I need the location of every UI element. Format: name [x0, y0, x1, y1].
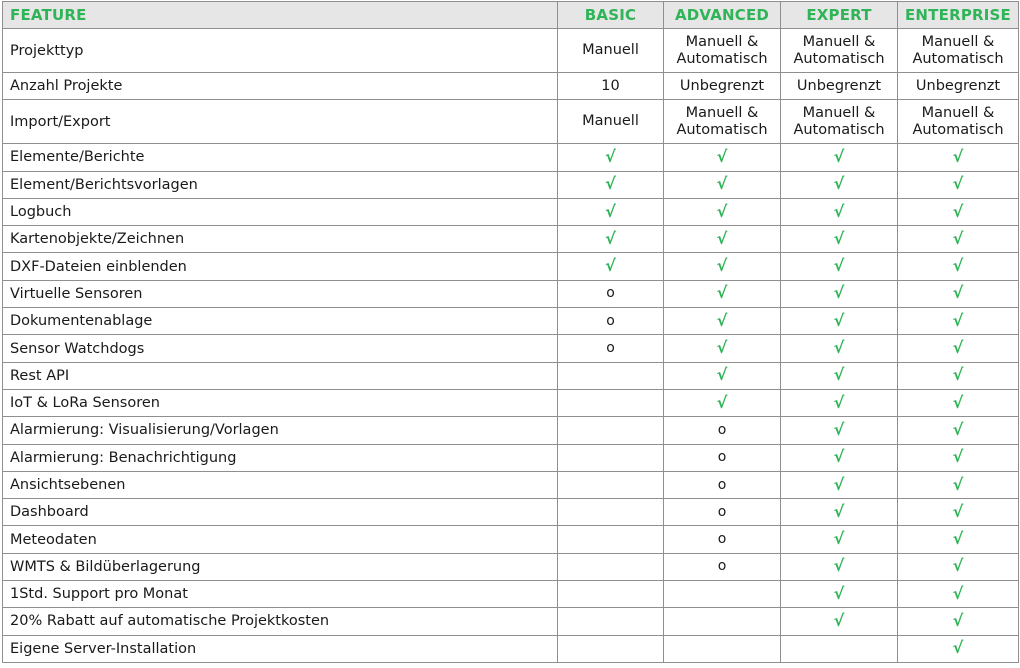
cell-advanced	[664, 635, 781, 662]
check-icon-expert	[781, 171, 898, 198]
check-icon: √	[952, 283, 964, 303]
cell-advanced: Manuell & Automatisch	[664, 29, 781, 73]
check-icon: √	[716, 256, 728, 276]
check-icon: √	[605, 174, 616, 194]
optional-marker: o	[606, 285, 615, 302]
check-icon-enterprise	[898, 471, 1019, 498]
optional-marker-basic	[558, 280, 664, 307]
feature-name: Logbuch	[3, 198, 558, 225]
check-icon: √	[833, 174, 845, 194]
feature-name: Projekttyp	[3, 29, 558, 73]
check-icon-expert	[781, 226, 898, 253]
check-icon-enterprise	[898, 362, 1019, 389]
cell-basic: Manuell	[558, 29, 664, 73]
table-row	[3, 389, 1019, 416]
optional-marker-advanced	[664, 499, 781, 526]
feature-name: Ansichtsebenen	[3, 471, 558, 498]
feature-name: Alarmierung: Visualisierung/Vorlagen	[3, 417, 558, 444]
check-icon-enterprise	[898, 444, 1019, 471]
optional-marker: o	[717, 476, 727, 493]
feature-name: Dokumentenablage	[3, 308, 558, 335]
feature-name: Rest API	[3, 362, 558, 389]
feature-name: Sensor Watchdogs	[3, 335, 558, 362]
check-icon: √	[833, 146, 845, 166]
check-icon-advanced	[664, 253, 781, 280]
table-row	[3, 144, 1019, 171]
feature-name: Eigene Server-Installation	[3, 635, 558, 662]
cell-basic	[558, 444, 664, 471]
check-icon-advanced	[664, 389, 781, 416]
check-icon: √	[716, 228, 728, 248]
check-icon: √	[833, 392, 845, 412]
cell-expert	[781, 635, 898, 662]
table-row	[3, 499, 1019, 526]
cell-advanced: Unbegrenzt	[664, 73, 781, 100]
cell-enterprise: Manuell & Automatisch	[898, 100, 1019, 144]
check-icon: √	[952, 501, 964, 521]
check-icon: √	[716, 392, 728, 412]
optional-marker-basic	[558, 308, 664, 335]
check-icon-expert	[781, 144, 898, 171]
check-icon-enterprise	[898, 389, 1019, 416]
check-icon-expert	[781, 526, 898, 553]
check-icon-basic	[558, 171, 664, 198]
feature-name: Import/Export	[3, 100, 558, 144]
check-icon-advanced	[664, 171, 781, 198]
check-icon-basic	[558, 144, 664, 171]
check-icon-enterprise	[898, 226, 1019, 253]
check-icon-basic	[558, 253, 664, 280]
check-icon: √	[952, 610, 964, 630]
check-icon-advanced	[664, 308, 781, 335]
cell-basic	[558, 362, 664, 389]
check-icon-expert	[781, 553, 898, 580]
optional-marker-basic	[558, 335, 664, 362]
table-row	[3, 308, 1019, 335]
check-icon: √	[833, 447, 845, 467]
check-icon: √	[833, 283, 845, 303]
header-basic: BASIC	[558, 2, 664, 29]
check-icon-enterprise	[898, 308, 1019, 335]
optional-marker-advanced	[664, 553, 781, 580]
feature-name: 1Std. Support pro Monat	[3, 581, 558, 608]
cell-advanced	[664, 581, 781, 608]
table-row	[3, 608, 1019, 635]
check-icon: √	[952, 146, 964, 166]
check-icon-enterprise	[898, 581, 1019, 608]
optional-marker-advanced	[664, 444, 781, 471]
check-icon: √	[833, 610, 845, 630]
check-icon-advanced	[664, 144, 781, 171]
check-icon: √	[605, 146, 616, 166]
check-icon-enterprise	[898, 335, 1019, 362]
check-icon: √	[605, 201, 616, 221]
check-icon-expert	[781, 198, 898, 225]
table-row	[3, 417, 1019, 444]
check-icon-enterprise	[898, 171, 1019, 198]
table-row	[3, 171, 1019, 198]
table-row	[3, 73, 1019, 100]
check-icon-expert	[781, 608, 898, 635]
header-expert: EXPERT	[781, 2, 898, 29]
check-icon-enterprise	[898, 417, 1019, 444]
table-row	[3, 335, 1019, 362]
check-icon-enterprise	[898, 526, 1019, 553]
check-icon: √	[833, 201, 845, 221]
check-icon: √	[716, 283, 728, 303]
optional-marker: o	[717, 503, 727, 520]
check-icon: √	[716, 338, 728, 358]
feature-name: Anzahl Projekte	[3, 73, 558, 100]
check-icon: √	[716, 146, 728, 166]
feature-name: Alarmierung: Benachrichtigung	[3, 444, 558, 471]
feature-name: 20% Rabatt auf automatische Projektkosten	[3, 608, 558, 635]
header-feature: FEATURE	[3, 2, 558, 29]
check-icon-expert	[781, 389, 898, 416]
check-icon: √	[716, 174, 728, 194]
table-row	[3, 100, 1019, 144]
check-icon: √	[833, 501, 845, 521]
check-icon: √	[833, 556, 845, 576]
check-icon-enterprise	[898, 553, 1019, 580]
check-icon: √	[952, 447, 964, 467]
feature-name: DXF-Dateien einblenden	[3, 253, 558, 280]
cell-expert: Unbegrenzt	[781, 73, 898, 100]
check-icon-basic	[558, 198, 664, 225]
check-icon: √	[833, 474, 845, 494]
cell-expert: Manuell & Automatisch	[781, 29, 898, 73]
check-icon: √	[952, 174, 964, 194]
optional-marker: o	[717, 421, 727, 438]
cell-basic	[558, 471, 664, 498]
feature-name: Dashboard	[3, 499, 558, 526]
cell-enterprise: Manuell & Automatisch	[898, 29, 1019, 73]
check-icon-advanced	[664, 198, 781, 225]
table-row	[3, 362, 1019, 389]
cell-basic	[558, 553, 664, 580]
optional-marker: o	[717, 531, 727, 548]
check-icon-enterprise	[898, 608, 1019, 635]
feature-name: IoT & LoRa Sensoren	[3, 389, 558, 416]
table-row	[3, 553, 1019, 580]
check-icon-expert	[781, 417, 898, 444]
check-icon: √	[952, 583, 964, 603]
check-icon: √	[952, 338, 964, 358]
check-icon: √	[833, 256, 845, 276]
check-icon-enterprise	[898, 635, 1019, 662]
cell-basic: 10	[558, 73, 664, 100]
check-icon: √	[952, 392, 964, 412]
check-icon-expert	[781, 362, 898, 389]
check-icon: √	[716, 310, 728, 330]
table-row	[3, 581, 1019, 608]
check-icon-basic	[558, 226, 664, 253]
optional-marker: o	[717, 558, 727, 575]
check-icon-advanced	[664, 280, 781, 307]
check-icon-expert	[781, 335, 898, 362]
check-icon: √	[952, 638, 964, 658]
table-row	[3, 29, 1019, 73]
check-icon: √	[833, 583, 845, 603]
cell-basic	[558, 417, 664, 444]
check-icon: √	[833, 365, 845, 385]
feature-name: Meteodaten	[3, 526, 558, 553]
table-row	[3, 635, 1019, 662]
header-enterprise: ENTERPRISE	[898, 2, 1019, 29]
table-row	[3, 253, 1019, 280]
cell-basic	[558, 499, 664, 526]
header-row	[3, 2, 1019, 29]
cell-basic	[558, 608, 664, 635]
table-row	[3, 280, 1019, 307]
check-icon-enterprise	[898, 253, 1019, 280]
check-icon-enterprise	[898, 280, 1019, 307]
check-icon: √	[833, 338, 845, 358]
check-icon: √	[952, 365, 964, 385]
check-icon: √	[605, 256, 616, 276]
feature-name: Elemente/Berichte	[3, 144, 558, 171]
check-icon-advanced	[664, 226, 781, 253]
check-icon: √	[833, 529, 845, 549]
optional-marker: o	[717, 449, 727, 466]
feature-name: Virtuelle Sensoren	[3, 280, 558, 307]
check-icon: √	[716, 365, 728, 385]
check-icon-enterprise	[898, 499, 1019, 526]
cell-basic	[558, 389, 664, 416]
optional-marker: o	[606, 340, 615, 357]
check-icon: √	[952, 556, 964, 576]
cell-expert: Manuell & Automatisch	[781, 100, 898, 144]
check-icon: √	[952, 474, 964, 494]
cell-advanced: Manuell & Automatisch	[664, 100, 781, 144]
table-row	[3, 526, 1019, 553]
check-icon: √	[716, 201, 728, 221]
check-icon: √	[833, 310, 845, 330]
table-row	[3, 444, 1019, 471]
cell-advanced	[664, 608, 781, 635]
check-icon-expert	[781, 444, 898, 471]
optional-marker: o	[606, 312, 615, 329]
cell-basic	[558, 635, 664, 662]
check-icon-advanced	[664, 362, 781, 389]
check-icon: √	[833, 419, 845, 439]
table-row	[3, 226, 1019, 253]
optional-marker-advanced	[664, 417, 781, 444]
check-icon: √	[952, 256, 964, 276]
check-icon: √	[952, 310, 964, 330]
check-icon-expert	[781, 308, 898, 335]
feature-name: Element/Berichtsvorlagen	[3, 171, 558, 198]
check-icon: √	[952, 228, 964, 248]
check-icon-expert	[781, 280, 898, 307]
cell-basic: Manuell	[558, 100, 664, 144]
optional-marker-advanced	[664, 526, 781, 553]
check-icon: √	[952, 529, 964, 549]
feature-comparison-table	[2, 1, 1019, 663]
check-icon-enterprise	[898, 144, 1019, 171]
cell-basic	[558, 526, 664, 553]
check-icon-advanced	[664, 335, 781, 362]
optional-marker-advanced	[664, 471, 781, 498]
cell-basic	[558, 581, 664, 608]
check-icon: √	[952, 419, 964, 439]
check-icon-expert	[781, 499, 898, 526]
feature-name: Kartenobjekte/Zeichnen	[3, 226, 558, 253]
header-advanced: ADVANCED	[664, 2, 781, 29]
check-icon-enterprise	[898, 198, 1019, 225]
check-icon: √	[833, 228, 845, 248]
feature-name: WMTS & Bildüberlagerung	[3, 553, 558, 580]
check-icon: √	[952, 201, 964, 221]
check-icon-expert	[781, 581, 898, 608]
check-icon-expert	[781, 471, 898, 498]
check-icon: √	[605, 228, 616, 248]
cell-enterprise: Unbegrenzt	[898, 73, 1019, 100]
check-icon-expert	[781, 253, 898, 280]
table-row	[3, 198, 1019, 225]
table-row	[3, 471, 1019, 498]
